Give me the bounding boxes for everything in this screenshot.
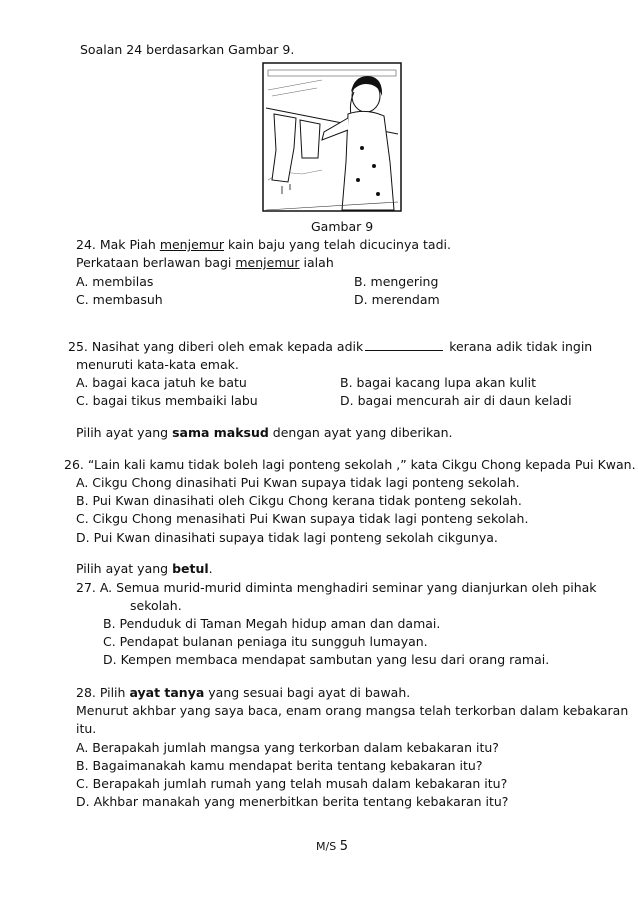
q25-option-a: A. bagai kaca jatuh ke batu	[76, 375, 247, 390]
page-number: 5	[339, 839, 348, 854]
q28-instruction: 28. Pilih ayat tanya yang sesuai bagi ayat di bawah.	[76, 685, 411, 700]
q26-option-a: A. Cikgu Chong dinasihati Pui Kwan supaya tidak lagi ponteng sekolah.	[76, 475, 520, 490]
page-footer: M/S 5	[316, 839, 348, 854]
q25-option-b: B. bagai kacang lupa akan kulit	[340, 375, 537, 390]
q24-option-a: A. membilas	[76, 274, 154, 289]
q25-option-c: C. bagai tikus membaiki labu	[76, 393, 258, 408]
q28-option-c: C. Berapakah jumlah rumah yang telah musah dalam kebakaran itu?	[76, 776, 508, 791]
q25-stem: 25. Nasihat yang diberi oleh emak kepada adik kerana adik tidak ingin	[68, 339, 593, 354]
figure-caption: Gambar 9	[311, 219, 374, 234]
q24-stem: 24. Mak Piah menjemur kain baju yang telah dicucinya tadi.	[76, 237, 451, 252]
instruction-27: Pilih ayat yang betul.	[76, 561, 213, 576]
q27-option-d: D. Kempen membaca mendapat sambutan yang lesu dari orang ramai.	[103, 652, 550, 667]
section-intro: Soalan 24 berdasarkan Gambar 9.	[80, 42, 295, 57]
q28-option-d: D. Akhbar manakah yang menerbitkan berita tentang kebakaran itu?	[76, 794, 509, 809]
q26-option-d: D. Pui Kwan dinasihati supaya tidak lagi ponteng sekolah cikgunya.	[76, 530, 498, 545]
laundry-illustration	[262, 62, 402, 212]
q27-option-c: C. Pendapat bulanan peniaga itu sungguh lumayan.	[103, 634, 428, 649]
q25-stem-line2: menuruti kata-kata emak.	[76, 357, 239, 372]
q28-stem-line2: itu.	[76, 721, 97, 736]
instruction-26: Pilih ayat yang sama maksud dengan ayat yang diberikan.	[76, 425, 453, 440]
q24-option-d: D. merendam	[354, 292, 440, 307]
q28-option-a: A. Berapakah jumlah mangsa yang terkorban dalam kebakaran itu?	[76, 740, 499, 755]
answer-blank	[365, 339, 443, 351]
q28-stem: Menurut akhbar yang saya baca, enam orang mangsa telah terkorban dalam kebakaran	[76, 703, 629, 718]
q24-prompt: Perkataan berlawan bagi menjemur ialah	[76, 255, 334, 270]
q24-option-b: B. mengering	[354, 274, 439, 289]
q25-option-d: D. bagai mencurah air di daun keladi	[340, 393, 572, 408]
q26-option-c: C. Cikgu Chong menasihati Pui Kwan supaya tidak lagi ponteng sekolah.	[76, 511, 529, 526]
q28-option-b: B. Bagaimanakah kamu mendapat berita tentang kebakaran itu?	[76, 758, 483, 773]
q27-option-b: B. Penduduk di Taman Megah hidup aman dan damai.	[103, 616, 441, 631]
q26-stem: 26. “Lain kali kamu tidak boleh lagi ponteng sekolah ,” kata Cikgu Chong kepada Pui Kwan.	[64, 457, 636, 472]
q24-option-c: C. membasuh	[76, 292, 163, 307]
q27-option-a: 27. A. Semua murid-murid diminta menghadiri seminar yang dianjurkan oleh pihak	[76, 580, 597, 595]
q26-option-b: B. Pui Kwan dinasihati oleh Cikgu Chong kerana tidak ponteng sekolah.	[76, 493, 522, 508]
q27-option-a-cont: sekolah.	[130, 598, 182, 613]
